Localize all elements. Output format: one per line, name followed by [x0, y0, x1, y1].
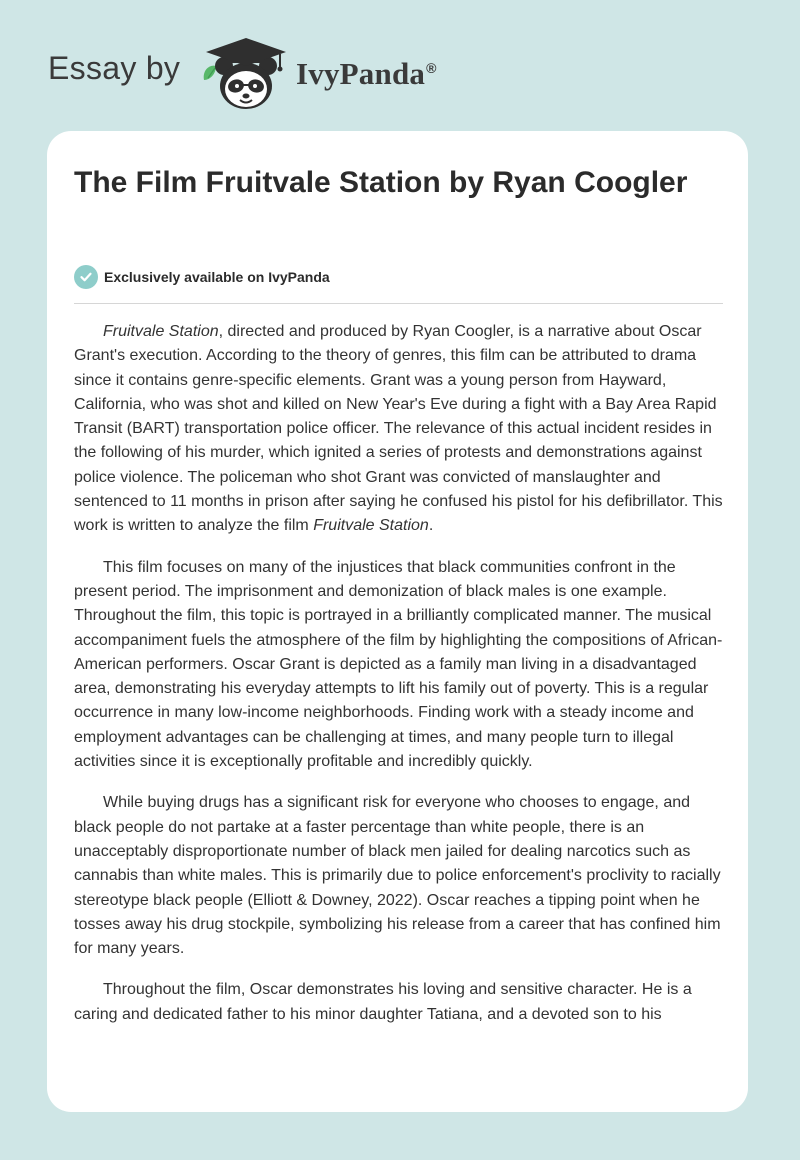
film-title-italic: Fruitvale Station [313, 517, 429, 535]
divider [74, 303, 723, 304]
paragraph-text: . [428, 517, 434, 535]
panda-graduation-cap-icon[interactable] [200, 36, 292, 112]
registered-mark: ® [426, 59, 437, 76]
site-header [0, 0, 800, 130]
film-title-italic: Fruitvale Station [103, 323, 219, 340]
paragraph-3: While buying drugs has a significant risk for everyone who chooses to engage, and black people do not partake at a faster percentage than white people, there is an unacceptably disproportionate number of black men jailed for dealing narcotics such as cannabis than white males. This is primarily due to police enforcement's proclivity to racially stereotype black people (Elliott & Downey, 2022). Oscar reaches a tipping point when he tosses away his drug stockpile, symbolizing his release from a career that has confined him for many years. [74, 794, 721, 958]
paragraph-text: , directed and produced by Ryan Coogler, is a narrative about Oscar Grant's execution. According to the theory of genres, this film can be attributed to drama since it contains genre-specific elements. Grant was a young person from Hayward, California, who was shot and killed on New Year's Eve during a fight with a Bay Area Rapid Transit (BART) transportation police officer. The relevance of this actual incident resides in the following of his murder, which ignited a series of protests and demonstrations against police violence. The policeman who shot Grant was convicted of manslaughter and sentenced to 11 months in prison after saying he confused his pistol for his defibrillator. This work is written to analyze the film [74, 323, 723, 535]
paragraph-2: This film focuses on many of the injustices that black communities confront in the present period. The imprisonment and demonization of black males is one example. Throughout the film, this topic is portrayed in a brilliantly complicated manner. The musical accompaniment fuels the atmosphere of the film by highlighting the compositions of African-American performers. Oscar Grant is depicted as a family man living in a disadvantaged area, demonstrating his everyday attempts to lift his family out of poverty. This is a regular occurrence in many low-income neighborhoods. Finding work with a steady income and employment advantages can be challenging at times, and many people turn to illegal activities since it is exceptionally profitable and incredibly quickly. [74, 558, 723, 771]
brand-name-text: IvyPanda [296, 56, 426, 91]
essay-by-label: Essay by [48, 50, 181, 86]
paragraph-4: Throughout the film, Oscar demonstrates his loving and sensitive character. He is a caring and dedicated father to his minor daughter Tatiana, and a devoted son to his [74, 981, 692, 1023]
exclusive-label: Exclusively available on IvyPanda [104, 269, 330, 285]
page-title: The Film Fruitvale Station by Ryan Coogler [74, 166, 688, 199]
essay-card [47, 131, 748, 1112]
exclusive-badge [74, 264, 330, 290]
brand-name[interactable] [296, 56, 437, 92]
paragraph-1 [74, 320, 723, 539]
checkmark-icon [74, 265, 98, 289]
essay-body [74, 320, 723, 1044]
